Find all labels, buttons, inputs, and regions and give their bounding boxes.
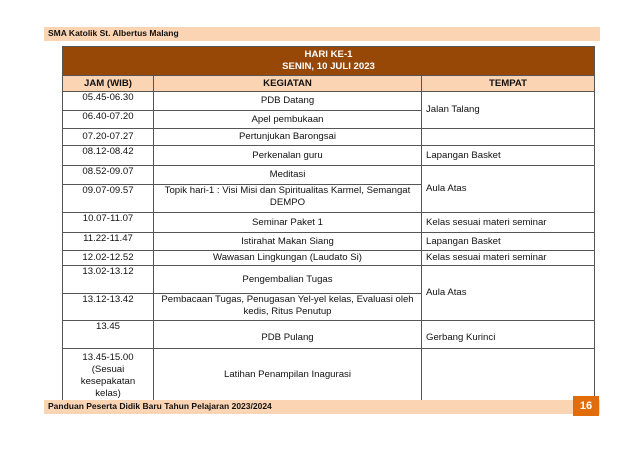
activity-cell: Wawasan Lingkungan (Laudato Si) [154, 251, 422, 266]
place-cell: Kelas sesuai materi seminar [422, 251, 595, 266]
table-row [63, 129, 595, 146]
activity-cell: Perkenalan guru [154, 146, 422, 166]
time-cell: 13.12-13.42 [63, 294, 154, 321]
place-cell: Kelas sesuai materi seminar [422, 213, 595, 233]
time-cell: 11.22-11.47 [63, 233, 154, 251]
place-cell [422, 349, 595, 401]
place-cell: Aula Atas [422, 166, 595, 213]
table-row [63, 321, 595, 349]
table-row [63, 251, 595, 266]
activity-cell: Pembacaan Tugas, Penugasan Yel-yel kelas, Evaluasi oleh kedis, Ritus Penutup [154, 294, 422, 321]
time-cell: 05.45-06.30 [63, 92, 154, 111]
time-cell: 12.02-12.52 [63, 251, 154, 266]
place-cell: Lapangan Basket [422, 233, 595, 251]
activity-cell: Istirahat Makan Siang [154, 233, 422, 251]
time-cell: 07.20-07.27 [63, 129, 154, 146]
time-cell: 08.12-08.42 [63, 146, 154, 166]
table-row [63, 349, 595, 401]
time-cell: 06.40-07.20 [63, 111, 154, 129]
page-number: 16 [573, 396, 599, 416]
table-row [63, 146, 595, 166]
time-cell: 13.02-13.12 [63, 266, 154, 294]
time-cell: 09.07-09.57 [63, 185, 154, 213]
place-cell-empty [422, 129, 595, 146]
table-title-row [63, 47, 595, 76]
activity-cell: Meditasi [154, 166, 422, 185]
activity-cell: Pengembalian Tugas [154, 266, 422, 294]
activity-cell: Apel pembukaan [154, 111, 422, 129]
school-name: SMA Katolik St. Albertus Malang [48, 28, 179, 38]
place-cell: Gerbang Kurinci [422, 321, 595, 349]
table-row [63, 233, 595, 251]
time-cell: 10.07-11.07 [63, 213, 154, 233]
table-row [63, 213, 595, 233]
col-activity-header: KEGIATAN [154, 76, 422, 92]
time-cell: 13.45 [63, 321, 154, 349]
day-title [63, 47, 595, 76]
schedule-table [62, 46, 595, 401]
date-label: SENIN, 10 JULI 2023 [282, 61, 375, 72]
activity-cell: Seminar Paket 1 [154, 213, 422, 233]
activity-cell: Latihan Penampilan Inagurasi [154, 349, 422, 401]
place-cell: Lapangan Basket [422, 146, 595, 166]
col-time-header: JAM (WIB) [63, 76, 154, 92]
place-cell: Aula Atas [422, 266, 595, 321]
activity-cell: Pertunjukan Barongsai [154, 129, 422, 146]
col-place-header: TEMPAT [422, 76, 595, 92]
time-cell: 13.45-15.00 (Sesuai kesepakatan kelas) [63, 349, 154, 401]
footer-title: Panduan Peserta Didik Baru Tahun Pelajaran 2023/2024 [48, 401, 272, 411]
time-cell: 08.52-09.07 [63, 166, 154, 185]
place-cell: Jalan Talang [422, 92, 595, 129]
table-row [63, 266, 595, 294]
activity-cell: PDB Pulang [154, 321, 422, 349]
activity-cell: Topik hari-1 : Visi Misi dan Spiritualitas Karmel, Semangat DEMPO [154, 185, 422, 213]
table-row [63, 166, 595, 185]
table-row [63, 92, 595, 111]
column-header-row [63, 76, 595, 92]
day-label: HARI KE-1 [304, 49, 353, 60]
activity-cell: PDB Datang [154, 92, 422, 111]
